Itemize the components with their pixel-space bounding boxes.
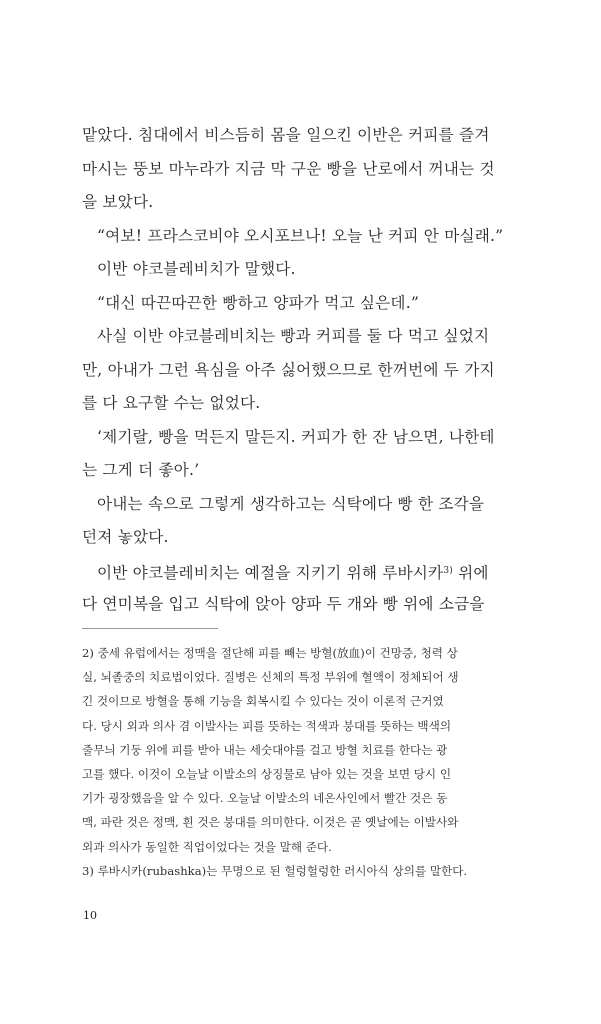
footnote-line: 3) 루바시카(rubashka)는 무명으로 된 헐렁헐렁한 러시아식 상의를 말한다.: [82, 863, 468, 878]
footnote-line: 실, 뇌졸중의 치료법이었다. 질병은 신체의 특정 부위에 혈액이 정체되어 생: [82, 670, 459, 685]
body-line: 사실 이반 야코블레비치는 빵과 커피를 둘 다 먹고 싶었지: [97, 327, 490, 345]
footnote-line: 기가 굉장했음을 알 수 있다. 오늘날 이발소의 네온사인에서 빨간 것은 동: [82, 791, 448, 806]
body-line: 맡았다. 침대에서 비스듬히 몸을 일으킨 이반은 커피를 즐겨: [82, 126, 490, 144]
footnotes: [82, 641, 494, 883]
body-line: “여보! 프라스코비야 오시포브나! 오늘 난 커피 안 마실래.”: [97, 226, 504, 245]
footnote-divider: [82, 628, 218, 629]
footnote-line: 외과 의사가 동일한 직업이었다는 것을 말해 준다.: [82, 839, 332, 854]
footnote-line: 다. 당시 외과 의사 겸 이발사는 피를 뜻하는 적색과 붕대를 뜻하는 백색의: [82, 718, 452, 733]
body-line: “대신 따끈따끈한 빵하고 양파가 먹고 싶은데.”: [97, 293, 420, 312]
body-line: 을 보았다.: [82, 193, 154, 211]
footnote-line: 맥, 파란 것은 정맥, 흰 것은 붕대를 의미한다. 이것은 곧 옛날에는 이발사와: [82, 815, 459, 830]
body-line: 던져 놓았다.: [82, 528, 169, 546]
body-line: 이반 야코블레비치가 말했다.: [97, 260, 296, 278]
footnote-line: 긴 것이므로 방혈을 통해 기능을 회복시킬 수 있다는 것이 이론적 근거였: [82, 694, 444, 709]
body-line-text: 위에: [452, 563, 489, 582]
body-line: 아내는 속으로 그렇게 생각하고는 식탁에다 빵 한 조각을: [97, 494, 485, 513]
footnote-line: 2) 중세 유럽에서는 정맥을 절단해 피를 빼는 방혈(放血)이 건망증, 청력 상: [82, 646, 458, 660]
footnote-reference[interactable]: 3): [443, 565, 453, 576]
body-line: ‘제기랄, 빵을 먹든지 말든지. 커피가 한 잔 남으면, 나한테: [97, 427, 495, 446]
body-line-text: 이반 야코블레비치는 예절을 지키기 위해 루바시카: [97, 563, 444, 582]
footnote-line: 줄무늬 기둥 위에 피를 받아 내는 세숫대야를 걸고 방혈 치료를 한다는 광: [82, 742, 448, 757]
body-line: 다 연미복을 입고 식탁에 앉아 양파 두 개와 빵 위에 소금을: [82, 595, 485, 613]
body-line: 만, 아내가 그런 욕심을 아주 싫어했으므로 한꺼번에 두 가지: [82, 360, 495, 379]
footnote-line: 고를 했다. 이것이 오늘날 이발소의 상징물로 남아 있는 것을 보면 당시 인: [82, 766, 452, 781]
body-line: 마시는 뚱보 마누라가 지금 막 구운 빵을 난로에서 꺼내는 것: [82, 159, 495, 178]
body-line: 를 다 요구할 수는 없었다.: [82, 394, 261, 412]
body-text: [82, 119, 504, 622]
body-line: 는 그게 더 좋아.’: [82, 461, 200, 479]
body-line: [82, 555, 494, 589]
page-number: 10: [83, 909, 97, 922]
